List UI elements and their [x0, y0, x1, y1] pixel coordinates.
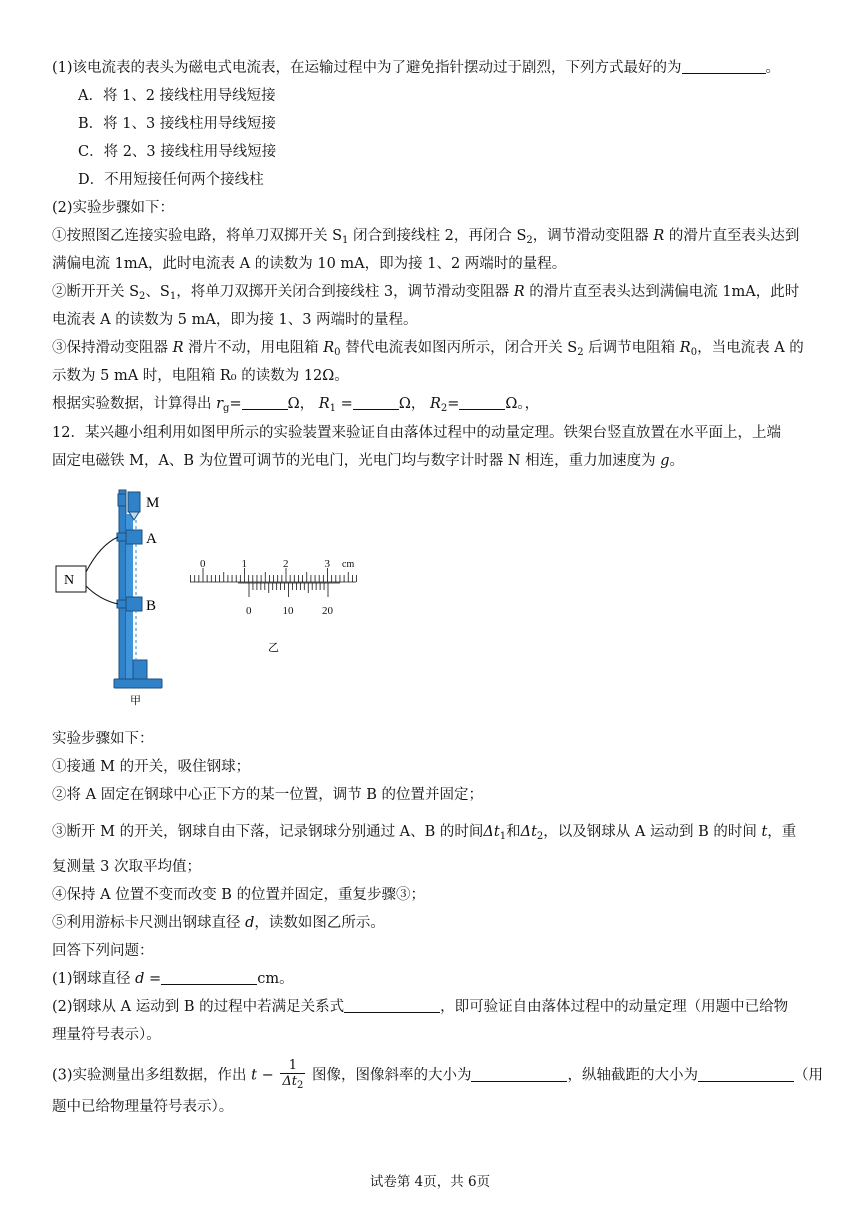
- relation-blank[interactable]: [344, 998, 440, 1013]
- electromagnet-M: [128, 492, 140, 512]
- label-A: A: [146, 531, 157, 547]
- q12-intro-line1: 12．某兴趣小组利用如图甲所示的实验装置来验证自由落体过程中的动量定理。铁架台竖直放置在水平面上，上端: [52, 425, 781, 441]
- vernier-scale-label: 20: [322, 605, 333, 617]
- q12-answer2-line1: (2)钢球从 A 运动到 B 的过程中若满足关系式 ，即可验证自由落体过程中的动量定理（用题中已给物: [52, 999, 789, 1015]
- caption-jia: 甲: [130, 694, 141, 707]
- q12-step3-line1: ③断开 M 的开关，钢球自由下落，记录钢球分别通过 A、B 的时间$\Delta t_1$和$\Delta t_2$，以及钢球从 A 运动到 B 的时间 t，重: [52, 824, 797, 842]
- intercept-blank[interactable]: [698, 1067, 794, 1082]
- q12-step4: ④保持 A 位置不变而改变 B 的位置并固定，重复步骤③；: [52, 887, 426, 903]
- option-b: B．将 1、3 接线柱用导线短接: [78, 116, 276, 132]
- q12-step5: ⑤利用游标卡尺测出钢球直径 d，读数如图乙所示。: [52, 915, 385, 931]
- calc-line: 根据实验数据，计算得出 $r_g= \Omega$， $R_1 = \Omega$， $R_2= \Omega$。，: [52, 396, 540, 414]
- label-M: M: [146, 495, 160, 511]
- step2-line1: ②断开开关 $S_2$、$S_1$，将单刀双掷开关闭合到接线柱 3，调节滑动变阻器 R 的滑片直至表头达到满偏电流 1mA，此时: [52, 284, 800, 302]
- option-c: C．将 2、3 接线柱用导线短接: [78, 144, 277, 160]
- q12-step2: ②将 A 固定在钢球中心正下方的某一位置，调节 B 的位置并固定；: [52, 787, 484, 803]
- q12-intro-line2: 固定电磁铁 M，A、B 为位置可调节的光电门，光电门均与数字计时器 N 相连，重力加速度为 g。: [52, 453, 685, 469]
- main-scale-label: 0: [200, 558, 206, 570]
- answer-title: 回答下列问题：: [52, 943, 154, 959]
- vernier-scale-label: 0: [246, 605, 252, 617]
- option-a: A．将 1、2 接线柱用导线短接: [78, 88, 276, 104]
- main-scale-label: 1: [241, 558, 247, 570]
- steps-title: 实验步骤如下：: [52, 731, 154, 747]
- reciprocal-fraction: $\frac{1}{\Delta t_2}$: [282, 1058, 304, 1091]
- main-scale-label: 2: [283, 558, 289, 570]
- step2-line2: 电流表 A 的读数为 5 mA，即为接 1、3 两端时的量程。: [52, 312, 418, 328]
- q12-step1: ①接通 M 的开关，吸住钢球；: [52, 759, 251, 775]
- page-footer: 试卷第 4页，共 6页: [369, 1174, 491, 1190]
- q12-answer1: (1)钢球直径 d = cm。: [52, 971, 294, 987]
- unit-label: cm: [342, 559, 355, 570]
- step1-line1: ①按照图乙连接实验电路，将单刀双掷开关 $S_1$ 闭合到接线柱 2，再闭合 $S_2$，调节滑动变阻器 R 的滑片直至表头达到: [52, 228, 800, 246]
- wire-to-A: [86, 537, 118, 572]
- label-B: B: [146, 598, 157, 614]
- photogate-B: [126, 597, 142, 611]
- q12-answer2-line2: 理量符号表示）。: [52, 1027, 161, 1043]
- option-d: D．不用短接任何两个接线柱: [78, 172, 264, 188]
- q12-answer3-line1: (3)实验测量出多组数据，作出 t − $\frac{1}{\Delta t_2}$ 图像，图像斜率的大小为 ，纵轴截距的大小为 （用: [52, 1058, 823, 1091]
- main-scale-label: 3: [324, 558, 330, 570]
- q12-step3-line2: 复测量 3 次取平均值；: [52, 859, 201, 875]
- label-N: N: [64, 573, 75, 588]
- stand-base: [114, 679, 162, 688]
- step3-line2: 示数为 5 mA 时，电阻箱 R₀ 的读数为 12Ω。: [52, 368, 349, 384]
- slope-blank[interactable]: [471, 1067, 567, 1082]
- q12-answer3-line2: 题中已给物理量符号表示）。: [52, 1099, 234, 1115]
- stand-pole: [119, 490, 126, 680]
- caption-yi: 乙: [268, 641, 279, 654]
- wire-to-B: [86, 586, 118, 604]
- iron-stand-apparatus: [114, 490, 162, 688]
- step1-line2: 满偏电流 1mA，此时电流表 A 的读数为 10 mA，即为接 1、2 两端时的量程。: [52, 256, 567, 272]
- step3-line1: ③保持滑动变阻器 R 滑片不动，用电阻箱 $R_0$ 替代电流表如图丙所示，闭合开关 $S_2$ 后调节电阻箱 $R_0$，当电流表 A 的: [52, 340, 804, 358]
- vernier-scale-label: 10: [282, 605, 294, 617]
- part2-title: (2)实验步骤如下：: [52, 200, 175, 216]
- vernier-caliper-scale: [190, 568, 357, 597]
- photogate-A: [126, 530, 142, 544]
- d-blank[interactable]: [161, 970, 257, 985]
- q11-part1-stem: (1)该电流表的表头为磁电式电流表，在运输过程中为了避免指针摆动过于剧烈，下列方式最好的为 。: [52, 60, 781, 76]
